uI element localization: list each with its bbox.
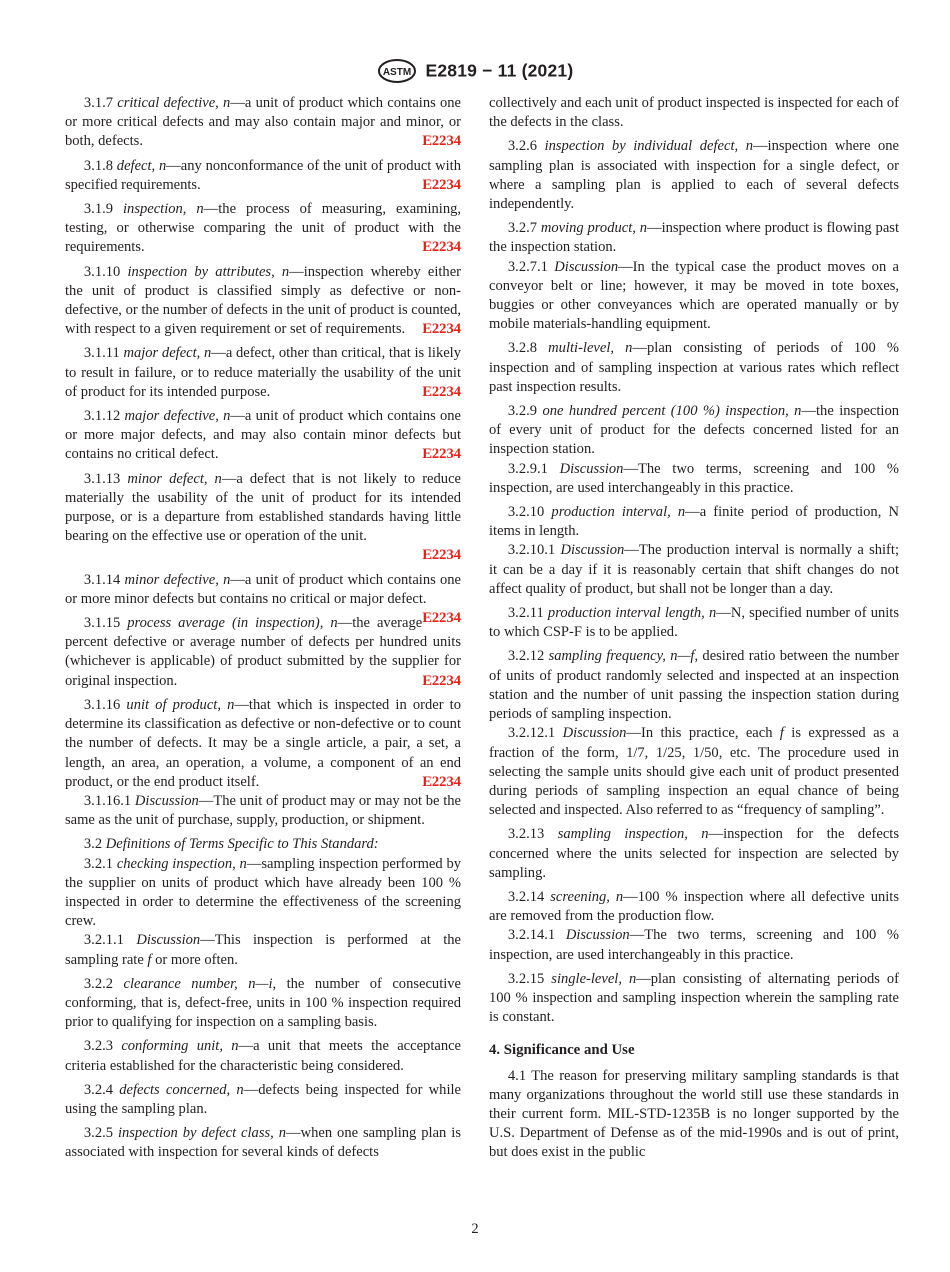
definition-3-1-7: 3.1.7 critical defective, n—a unit of product which contains one or more critical defects and may also contain major and minor, or both, defects. E2234 — [65, 94, 461, 152]
definition-3-2-11: 3.2.11 production interval length, n—N, specified number of units to which CSP-F is to be applied. — [489, 605, 899, 641]
subsection-3-2-heading: 3.2 Definitions of Terms Specific to This Standard: — [83, 836, 379, 853]
reference-e2234[interactable]: E2234 — [422, 239, 461, 256]
reference-e2234[interactable]: E2234 — [422, 672, 461, 689]
definition-3-2-10: 3.2.10 production interval, n—a finite period of production, N items in length. — [489, 504, 899, 540]
definition-3-1-8: 3.1.8 defect, n—any nonconformance of the unit of product with specified requirements. E2234 — [65, 157, 461, 195]
reference-e2234[interactable]: E2234 — [422, 321, 461, 338]
definition-3-2-13: 3.2.13 sampling inspection, n—inspection for the defects concerned where the units selected for inspection are selected by sampling. — [489, 826, 899, 881]
definition-3-2-15: 3.2.15 single-level, n—plan consisting of alternating periods of 100 % inspection and sampling inspection wherein the sampling rate is constant. — [489, 970, 900, 1026]
reference-e2234[interactable]: E2234 — [422, 446, 461, 463]
definition-3-2-3: 3.2.3 conforming unit, n—a unit that meets the acceptance criteria established for the characteristic being considered. — [65, 1038, 462, 1074]
reference-e2234[interactable]: E2234 — [422, 547, 461, 564]
definition-3-2-9: 3.2.9 one hundred percent (100 %) inspection, n—the inspection of every unit of product for the defects concerned listed for an inspection station. — [489, 403, 900, 458]
definition-3-2-2: 3.2.2 clearance number, n—i, the number of consecutive conforming, that is, defect-free, units in 100 % inspection required prior to qualifying for inspection on a sampling basis. — [65, 975, 462, 1031]
page-number: 2 — [471, 1221, 479, 1237]
discussion-3-2-7-1: 3.2.7.1 Discussion—In the typical case the product moves on a conveyor belt or line; however, it may be moved in tote boxes, buggies or other conveyances which are operated manually or by mobile materials-handling equipment. — [489, 258, 900, 333]
definition-3-1-9: 3.1.9 inspection, n—the process of measuring, examining, testing, or otherwise comparing the unit of product with the requirements. E2234 — [65, 200, 461, 258]
reference-e2234[interactable]: E2234 — [422, 383, 461, 400]
definition-3-2-14: 3.2.14 screening, n—100 % inspection where all defective units are removed from the production flow. — [489, 888, 899, 925]
right-column — [489, 94, 899, 1168]
definition-3-1-16: 3.1.16 unit of product, n—that which is inspected in order to determine its classification as defective or non-defective or to count the number of defects. It may be a single article, a pair, a set, a length, an area, an operation, a volume, a component of an end product, or the end product itself. E2234 — [65, 696, 461, 792]
definition-3-2-5: 3.2.5 inspection by defect class, n—when one sampling plan is associated with inspection for several kinds of defects — [65, 1125, 461, 1161]
reference-e2234[interactable]: E2234 — [422, 133, 461, 150]
document-designation: E2819 − 11 (2021) — [425, 60, 574, 81]
discussion-3-2-9-1: 3.2.9.1 Discussion—The two terms, screening and 100 % inspection, are used interchangeably in this practice. — [489, 460, 900, 496]
definition-3-2-6: 3.2.6 inspection by individual defect, n—inspection where one sampling plan is associated with inspection for a single defect, or where a sampling plan is applied to each of several defects independently. — [489, 138, 900, 213]
reference-e2234[interactable]: E2234 — [422, 176, 461, 193]
definition-3-2-12: 3.2.12 sampling frequency, n—f, desired ratio between the number of units of product randomly selected and inspected at an inspection station and the number of unit passing the inspection station during periods of sampling inspection. — [489, 648, 900, 723]
paragraph-4-1: 4.1 The reason for preserving military sampling standards is that many organizations throughout the world still use these standards in their current form. MIL-STD-1235B is no longer supported by the U.S. Department of Defense as of the mid-1990s and is out of print, but does exist in the public — [489, 1067, 900, 1161]
definition-3-2-5-continued: collectively and each unit of product inspected is inspected for each of the defects in the class. — [489, 95, 899, 131]
section-heading-significance-and-use: 4. Significance and Use — [489, 1042, 635, 1059]
definition-3-1-14: 3.1.14 minor defective, n—a unit of product which contains one or more minor defects but contains no critical or major defect. E2234 — [65, 571, 461, 609]
left-column — [65, 94, 461, 1168]
svg-text:ASTM: ASTM — [382, 67, 411, 78]
definition-3-1-15: 3.1.15 process average (in inspection), n—the average percent defective or average number of defects per hundred units (whichever is applicable) of product submitted by the supplier for original inspection. E2234 — [65, 614, 461, 691]
definition-3-1-13: 3.1.13 minor defect, n—a defect that is not likely to reduce materially the usability of the unit of product for its intended purpose, or is a departure from established standards having little bearing on the effective use or operation of the unit. — [65, 470, 461, 545]
discussion-3-1-16-1: 3.1.16.1 Discussion—The unit of product may or may not be the same as the unit of purchase, supply, production, or shipment. — [65, 792, 461, 829]
discussion-3-2-10-1: 3.2.10.1 Discussion—The production interval is normally a shift; it can be a day if it is reasonably certain that shift changes do not affect quality of product, but shall not be longer than a day. — [489, 542, 899, 597]
definition-3-2-7: 3.2.7 moving product, n—inspection where product is flowing past the inspection station. — [489, 220, 899, 256]
definition-3-2-8: 3.2.8 multi-level, n—plan consisting of periods of 100 % inspection and of sampling inspection at various rates which reflect past inspection results. — [489, 340, 900, 395]
definition-3-2-1: 3.2.1 checking inspection, n—sampling inspection performed by the supplier on units of product which have already been 100 % inspected in order to determine the effectiveness of the screening crew. — [65, 855, 462, 930]
reference-e2234[interactable]: E2234 — [422, 773, 461, 790]
definition-3-1-12: 3.1.12 major defective, n—a unit of product which contains one or more major defects, and may also contain minor defects but contains no critical defect. E2234 — [65, 407, 461, 465]
definition-3-1-11: 3.1.11 major defect, n—a defect, other than critical, that is likely to result in failure, or to reduce materially the usability of the unit of product for its intended purpose. E2234 — [65, 344, 461, 402]
definition-3-2-4: 3.2.4 defects concerned, n—defects being inspected for while using the sampling plan. — [65, 1081, 461, 1117]
definition-3-1-10: 3.1.10 inspection by attributes, n—inspection whereby either the unit of product is classified simply as defective or non-defective, or the number of defects in the unit of product is counted, with respect to a given requirement or set of requirements. E2234 — [65, 263, 461, 340]
discussion-3-2-12-1: 3.2.12.1 Discussion—In this practice, each f is expressed as a fraction of the form, 1/7, 1/25, 1/50, etc. The procedure used in selecting the sample units should give each unit of product presented during periods of sampling inspection an equal chance of being selected and inspected. Also referred to as “frequency of sampling”. — [489, 725, 900, 819]
discussion-3-2-1-1: 3.2.1.1 Discussion—This inspection is performed at the sampling rate f or more often. — [65, 932, 461, 968]
reference-e2234[interactable]: E2234 — [422, 610, 461, 627]
discussion-3-2-14-1: 3.2.14.1 Discussion—The two terms, screening and 100 % inspection, are used interchangeably in this practice. — [489, 927, 900, 963]
astm-logo-icon — [377, 58, 417, 84]
page-header — [0, 58, 950, 84]
